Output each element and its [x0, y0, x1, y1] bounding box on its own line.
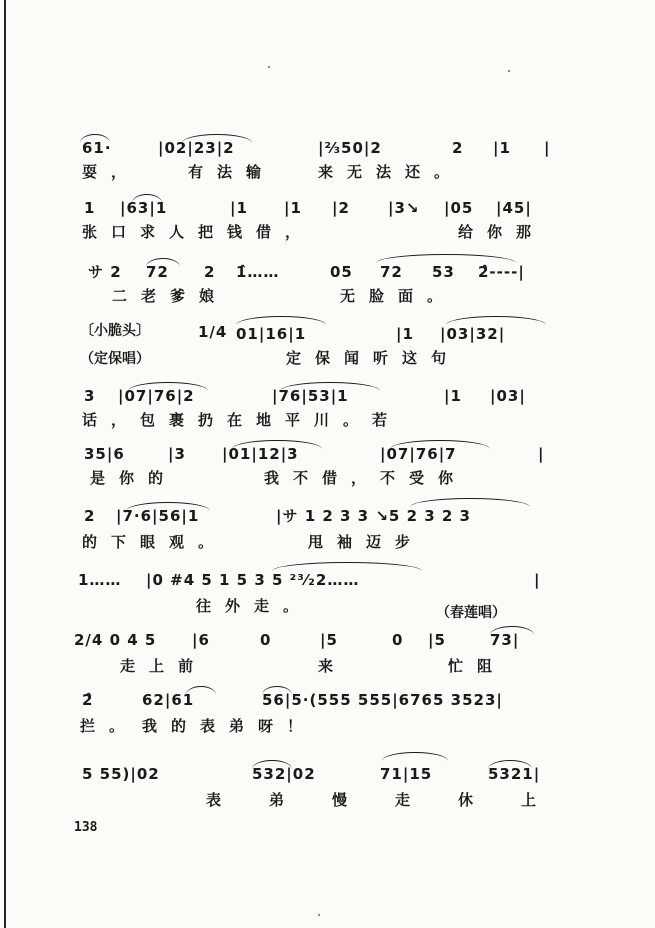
- lyric-line: [0, 790, 655, 814]
- note-group: 532|02: [252, 765, 316, 783]
- note-group: 35|6: [84, 445, 125, 463]
- lyric-text: 二老爹娘: [112, 287, 229, 305]
- lyric-text: 是你的: [90, 469, 178, 487]
- lyric-text: 忙阻: [448, 657, 507, 675]
- page-number: 138: [74, 820, 98, 835]
- note-group: |1: [396, 325, 414, 343]
- lyric-text: 话，包裹扔在地平川。若: [82, 411, 402, 429]
- notation-line: [0, 320, 655, 344]
- note-group: |63|1: [120, 199, 168, 217]
- notation-line: [0, 444, 655, 468]
- lyric-text: 拦。: [80, 717, 139, 735]
- scan-speck: [508, 70, 510, 72]
- lyric-line: [0, 286, 655, 310]
- note-group: 5321|: [488, 765, 541, 783]
- note-group: |03|32|: [440, 325, 506, 343]
- note-group: |07|76|2: [118, 387, 195, 405]
- lyric-line: [0, 656, 655, 680]
- lyric-text: 无脸面。: [340, 287, 457, 305]
- lyric-text: 我的表弟呀！: [142, 717, 317, 735]
- note-group: 01|16|1: [236, 325, 307, 343]
- note-group: |1: [230, 199, 248, 217]
- note-group: 2: [452, 139, 464, 157]
- note-group: 71|15: [380, 765, 433, 783]
- note-group: |05: [444, 199, 474, 217]
- note-group: 1̂……: [236, 263, 280, 281]
- notation-line: [0, 198, 655, 222]
- note-group: |02|23|2: [158, 139, 235, 157]
- note-group: 72: [380, 263, 403, 281]
- scan-speck: [268, 66, 270, 68]
- note-group: 0: [260, 631, 272, 649]
- note-group: 2/4 0 4 5: [74, 631, 157, 649]
- lyric-text: 张口求人把钱借，: [82, 223, 315, 241]
- lyric-line: [0, 410, 655, 434]
- note-group: |45|: [496, 199, 532, 217]
- lyric-text: 的下眼观。: [82, 533, 228, 551]
- lyric-text: 甩袖迈步: [308, 533, 425, 551]
- lyric-text: 有法输: [188, 163, 276, 181]
- time-signature: 1/4: [198, 323, 228, 341]
- note-group: 2̂----|: [478, 263, 525, 281]
- note-group: |6: [192, 631, 210, 649]
- notation-line: [0, 764, 655, 788]
- note-group: |07|76|7: [380, 445, 457, 463]
- lyric-text: 走上前: [120, 657, 208, 675]
- lyric-line: [0, 468, 655, 492]
- lyric-line: [0, 162, 655, 186]
- note-group: |5: [320, 631, 338, 649]
- note-group: 0: [392, 631, 404, 649]
- note-group: 73|: [490, 631, 520, 649]
- lyric-text: 给你那: [458, 223, 546, 241]
- notation-line: [0, 570, 655, 594]
- notation-line: [0, 386, 655, 410]
- note-group: 1……: [78, 571, 122, 589]
- lyric-line: [0, 222, 655, 246]
- barline: |: [538, 445, 545, 463]
- note-group: 2: [204, 263, 216, 281]
- singer-marker: （定保唱）: [80, 351, 150, 367]
- note-group: 62|61: [142, 691, 195, 709]
- note-group: |1: [493, 139, 511, 157]
- notation-line: [0, 262, 655, 286]
- note-group: |サ 1 2 3 3 ↘5 2 3 2 3: [276, 507, 471, 525]
- note-group: 2̂: [82, 691, 94, 709]
- note-group: |5: [428, 631, 446, 649]
- note-group: |76|53|1: [272, 387, 349, 405]
- note-group: |7·6|56|1: [116, 507, 200, 525]
- lyric-text: 定保闻听这句: [286, 349, 461, 367]
- lyric-line: [0, 532, 655, 556]
- note-group: 56|5·(555 555|6765 3523|: [262, 691, 503, 709]
- lyric-text: 来: [318, 657, 348, 675]
- note-group: 3: [84, 387, 96, 405]
- scan-speck: [318, 914, 320, 916]
- lyric-text: 耍，: [82, 163, 141, 181]
- barline: |: [534, 571, 541, 589]
- note-group: |0 #4 5 1 5 3 5 ²³⁄₂2……: [146, 571, 360, 589]
- section-marker: 〔小脆头〕: [80, 323, 150, 339]
- note-group: サ 2: [88, 263, 122, 281]
- notation-line: [0, 138, 655, 162]
- note-group: |3: [168, 445, 186, 463]
- note-group: 61·: [82, 139, 112, 157]
- notation-line: [0, 506, 655, 530]
- note-group: |01|12|3: [222, 445, 299, 463]
- notation-line: [0, 630, 655, 654]
- lyric-text: 来无法还。: [318, 163, 464, 181]
- lyric-line: [0, 348, 655, 372]
- note-group: |2: [332, 199, 350, 217]
- note-group: 2: [84, 507, 96, 525]
- note-group: 53: [432, 263, 455, 281]
- barline: |: [544, 139, 551, 157]
- lyric-line: [0, 596, 655, 620]
- note-group: |03|: [490, 387, 526, 405]
- lyric-line: [0, 716, 655, 740]
- note-group: 05: [330, 263, 353, 281]
- note-group: 72: [146, 263, 169, 281]
- lyric-text: 表弟慢走休上: [206, 791, 585, 809]
- slur-mark: [382, 752, 448, 761]
- notation-line: [0, 690, 655, 714]
- singer-marker: （春莲唱）: [436, 605, 506, 621]
- lyric-text: 我不借，不受你: [264, 469, 468, 487]
- note-group: |1: [444, 387, 462, 405]
- note-group: |1: [284, 199, 302, 217]
- lyric-text: 往外走。: [196, 597, 313, 615]
- note-group: |3↘: [388, 199, 420, 217]
- note-group: |⅔50|2: [318, 139, 382, 157]
- note-group: 5 55)|02: [82, 765, 160, 783]
- note-group: 1: [84, 199, 96, 217]
